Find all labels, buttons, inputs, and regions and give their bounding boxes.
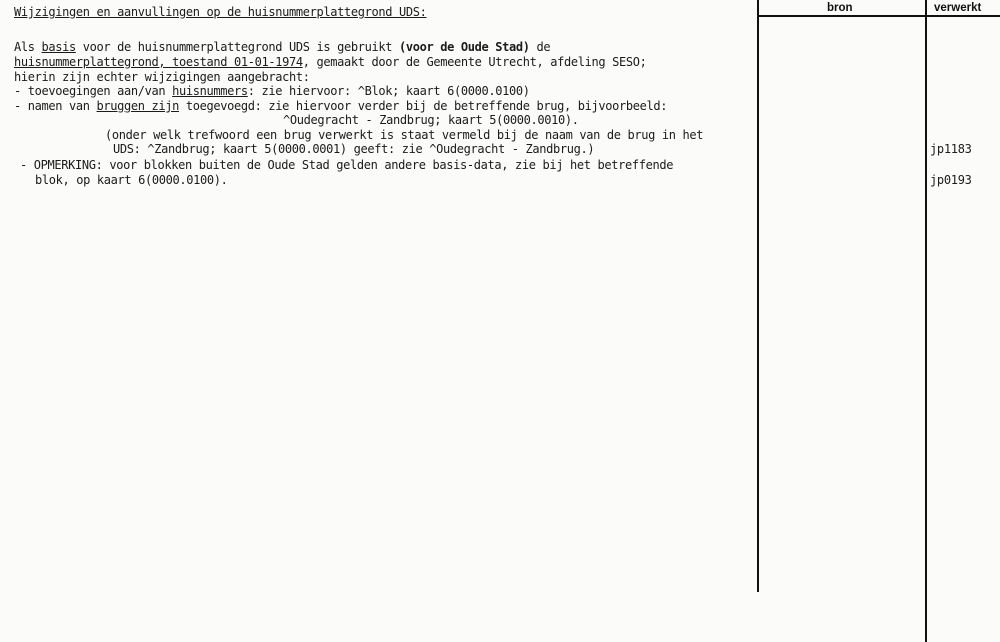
text: voor de huisnummerplattegrond UDS is gebruikt [75, 40, 399, 54]
source-reference: huisnummerplattegrond, toestand 01-01-1974 [14, 55, 303, 69]
column-divider-right [925, 0, 927, 642]
column-header-verwerkt: verwerkt [934, 2, 982, 14]
text: - toevoegingen aan/van [14, 84, 173, 98]
basis-line-2 [14, 55, 646, 69]
list-item-bruggen-example: ^Oudegracht - Zandbrug; kaart 5(0000.0010). [283, 113, 579, 127]
column-header-bron: bron [827, 2, 853, 14]
list-item-bruggen [14, 99, 667, 113]
text: de [529, 40, 551, 54]
verwerkt-code: jp1183 [930, 142, 972, 156]
column-header-rule [757, 15, 1000, 17]
text: - namen van [14, 99, 97, 113]
text: , gemaakt door de Gemeente Utrecht, afdeling SESO; [302, 55, 647, 69]
basis-line-3: hierin zijn echter wijzigingen aangebracht: [14, 70, 310, 84]
list-item-huisnummers [14, 84, 530, 98]
list-item-bruggen-note-1: (onder welk trefwoord een brug verwerkt is staat vermeld bij de naam van de brug in het [105, 128, 704, 142]
text: : zie hiervoor: ^Blok; kaart 6(0000.0100) [247, 84, 530, 98]
list-item-opmerking-cont: blok, op kaart 6(0000.0100). [35, 173, 228, 187]
verwerkt-code: jp0193 [930, 173, 972, 187]
keyword: huisnummers [172, 84, 248, 98]
text: toegevoegd: zie hiervoor verder bij de betreffende brug, bijvoorbeeld: [179, 99, 668, 113]
basis-word: basis [41, 40, 76, 54]
document-title: Wijzigingen en aanvullingen op de huisnummerplattegrond UDS: [14, 5, 427, 19]
column-divider-left [757, 0, 759, 592]
list-item-opmerking: - OPMERKING: voor blokken buiten de Oude Stad gelden andere basis-data, zie bij het betreffende [20, 158, 674, 172]
keyword: bruggen zijn [96, 99, 179, 113]
list-item-bruggen-note-2: UDS: ^Zandbrug; kaart 5(0000.0001) geeft: zie ^Oudegracht - Zandbrug.) [113, 142, 595, 156]
basis-line-1 [14, 40, 550, 54]
text: (voor de Oude Stad) [398, 40, 530, 54]
text: Als [14, 40, 42, 54]
